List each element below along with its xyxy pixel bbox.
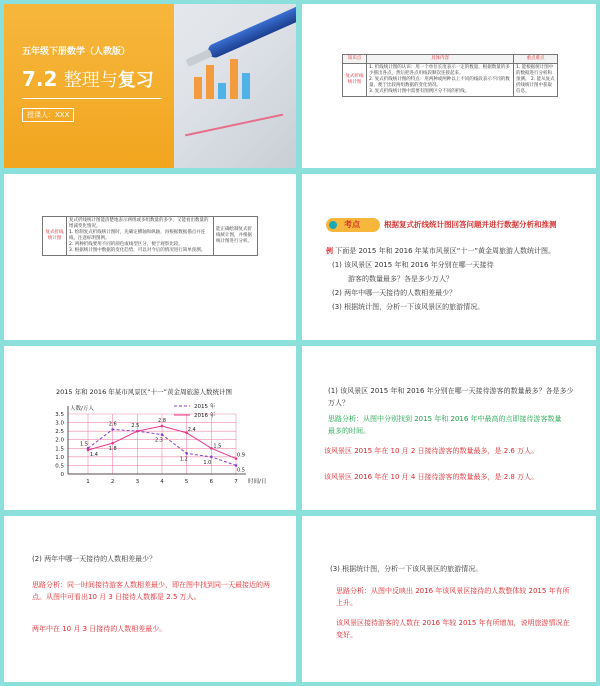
line-chart <box>4 346 296 510</box>
slide-question-3[interactable] <box>302 516 596 682</box>
answer-2016: 该风景区 2016 年在 10 月 4 日接待游客的数量最多，是 2.8 万人。 <box>324 473 539 481</box>
y-tick-label: 1.0 <box>55 454 64 461</box>
content-line: 3. 根据统计图中数据的变化趋势，可以对今后的情况进行简单预测。 <box>69 248 206 254</box>
table-header: 知识点 <box>343 55 367 64</box>
data-label: 1.5 <box>80 441 88 448</box>
x-tick-label: 4 <box>160 479 164 485</box>
slide-knowledge-table-1[interactable] <box>302 4 596 168</box>
x-tick-label: 1 <box>86 479 90 485</box>
badge-label: 考点 <box>344 220 360 229</box>
data-point <box>161 433 164 436</box>
question-3-text: (3) 根据统计图，分析一下该风景区的旅游情况。 <box>330 565 483 573</box>
slide-exam-point[interactable] <box>302 174 596 340</box>
data-point <box>210 447 213 450</box>
question-1-text: (1) 该风景区 2015 年和 2016 年分别在哪一天接待游客的数量最多？各是多少万人？ <box>328 387 574 407</box>
data-label: 1.4 <box>90 452 98 458</box>
data-point <box>161 425 164 428</box>
y-tick-label: 0 <box>60 472 64 478</box>
example-label: 例 <box>326 247 333 255</box>
question-1-analysis: 思路分析：从图中分别找到 2015 年和 2016 年中最高的点即接待游客数量最多的时间。 <box>328 415 562 435</box>
table-content-cell <box>67 217 214 256</box>
data-label: 2.5 <box>131 423 140 430</box>
slide-question-1[interactable] <box>302 346 596 510</box>
y-tick-label: 3.5 <box>55 412 64 418</box>
example-text <box>326 246 588 258</box>
question-2-text: (2) 两年中哪一天接待的人数相差最少？ <box>32 555 157 563</box>
table-row-label: 复式折线统计图 <box>43 217 67 256</box>
y-tick-label: 0.5 <box>55 463 64 470</box>
data-point <box>111 428 114 431</box>
badge-dot-icon <box>329 221 337 229</box>
legend-label: 2016 年 <box>194 413 216 419</box>
data-label: 0.9 <box>237 452 245 459</box>
table-content-cell <box>367 64 514 97</box>
content-line: 1. 绘制复式折线统计图时，先确定横轴和纵轴，再根据数据描点并连线，注意标明图例。 <box>69 230 206 242</box>
x-axis-label: 时间/日 <box>248 479 267 485</box>
table-header: 具体内容 <box>367 55 514 64</box>
data-label: 2.8 <box>158 418 166 424</box>
content-line: 1. 折线统计图的认识：用一个单位长度表示一定的数量，根据数量的多少描出各点，然后把各点用线段顺次连接起来。 <box>369 65 510 77</box>
chart-title: 2015 年和 2016 年某市风景区“十一”黄金周旅游人数统计图 <box>55 388 233 396</box>
cover-divider <box>22 98 162 99</box>
data-label: 2.4 <box>187 426 196 433</box>
y-axis-label: 人数/万人 <box>70 406 94 412</box>
data-label: 0.5 <box>237 467 245 474</box>
data-label: 1.8 <box>108 446 117 453</box>
legend-label: 2015 年 <box>194 404 216 410</box>
data-point <box>210 456 213 459</box>
y-tick-label: 1.5 <box>55 446 64 453</box>
table-row-label: 复式折线统计图 <box>343 64 367 97</box>
x-tick-label: 6 <box>209 479 214 485</box>
knowledge-table <box>342 54 558 97</box>
content-line: 2. 复式折线统计图的特点：用两种或两种以上不同的线段表示不同的数量，便于比较两组数据的变化情况。 <box>369 77 510 89</box>
data-point <box>87 449 90 452</box>
question-1a: (1) 该风景区 2015 年和 2016 年分别在哪一天接待 <box>332 261 494 269</box>
table-focus-cell: 能正确绘制复式折线统计图，并根据统计图进行分析。 <box>214 217 258 256</box>
slide-question-2[interactable] <box>4 516 296 682</box>
content-line: 2. 两种折线要用不同的颜色或线型区分，便于观察比较。 <box>69 242 183 248</box>
y-tick-label: 2.5 <box>55 429 64 436</box>
example-body: 下面是 2015 年和 2016 年某市风景区“十一”黄金周旅游人数统计图。 <box>335 247 556 255</box>
data-point <box>136 430 139 433</box>
cover-title: 7.2 整理与复习 <box>22 67 154 91</box>
data-label: 1.2 <box>179 456 188 463</box>
content-line: 复式折线统计图能清楚地表示两组或多组数量的多少，又能看出数量的增减变化情况。 <box>69 218 209 230</box>
table-header: 重点难点 <box>514 55 558 64</box>
data-point <box>185 452 188 455</box>
answer-2015: 该风景区 2015 年在 10 月 2 日接待游客的数量最多，是 2.6 万人。 <box>324 447 539 455</box>
x-tick-label: 3 <box>135 479 140 485</box>
question-1b: 游客的数量最多？各是多少万人？ <box>348 275 453 283</box>
cover-author: 授课人：XXX <box>22 108 74 122</box>
exam-point-heading: 根据复式折线统计图回答问题并进行数据分析和推测 <box>384 220 557 229</box>
data-label: 2.3 <box>155 437 163 444</box>
x-tick-label: 2 <box>110 479 115 485</box>
slide-knowledge-table-2[interactable] <box>4 174 296 340</box>
content-line: 3. 复式折线统计图中需要有图例区分不同的折线。 <box>369 89 470 95</box>
x-tick-label: 5 <box>184 479 189 485</box>
data-point <box>111 442 114 445</box>
question-2-analysis: 思路分析：同一时间接待游客人数相差最少，即在图中找到同一天最接近的两点。从图中可看出10 月 3 日接待人数都是 2.5 万人。 <box>32 581 270 601</box>
table-focus-cell: 1. 能根据统计图中的数据进行分析和预测。 2. 能从复式折线统计图中获取信息。 <box>514 64 558 97</box>
y-tick-label: 3.0 <box>55 420 64 427</box>
data-label: 1.5 <box>213 443 222 450</box>
question-3-analysis: 思路分析：从图中反映出 2016 年该风景区接待的人数整体较 2015 年有所上升。 <box>336 587 570 607</box>
exam-point-badge <box>326 218 380 232</box>
data-point <box>235 464 238 467</box>
y-tick-label: 2.0 <box>55 437 64 444</box>
x-tick-label: 7 <box>234 479 238 485</box>
question-2: (2) 两年中哪一天接待的人数相差最少？ <box>332 289 457 297</box>
question-3-answer: 该风景区接待游客的人数在 2016 年较 2015 年有所增加，说明旅游情况在变好。 <box>336 619 570 639</box>
data-label: 2.6 <box>108 421 117 428</box>
data-label: 1.0 <box>203 459 212 466</box>
question-3: (3) 根据统计图，分析一下该风景区的旅游情况。 <box>332 303 485 311</box>
slide-line-chart[interactable] <box>4 346 296 510</box>
question-2-answer: 两年中在 10 月 3 日接待的人数相差最少。 <box>32 625 167 633</box>
knowledge-table <box>42 216 258 256</box>
slide-cover[interactable] <box>4 4 296 168</box>
cover-subtitle: 五年级下册数学（人教版） <box>22 47 131 57</box>
